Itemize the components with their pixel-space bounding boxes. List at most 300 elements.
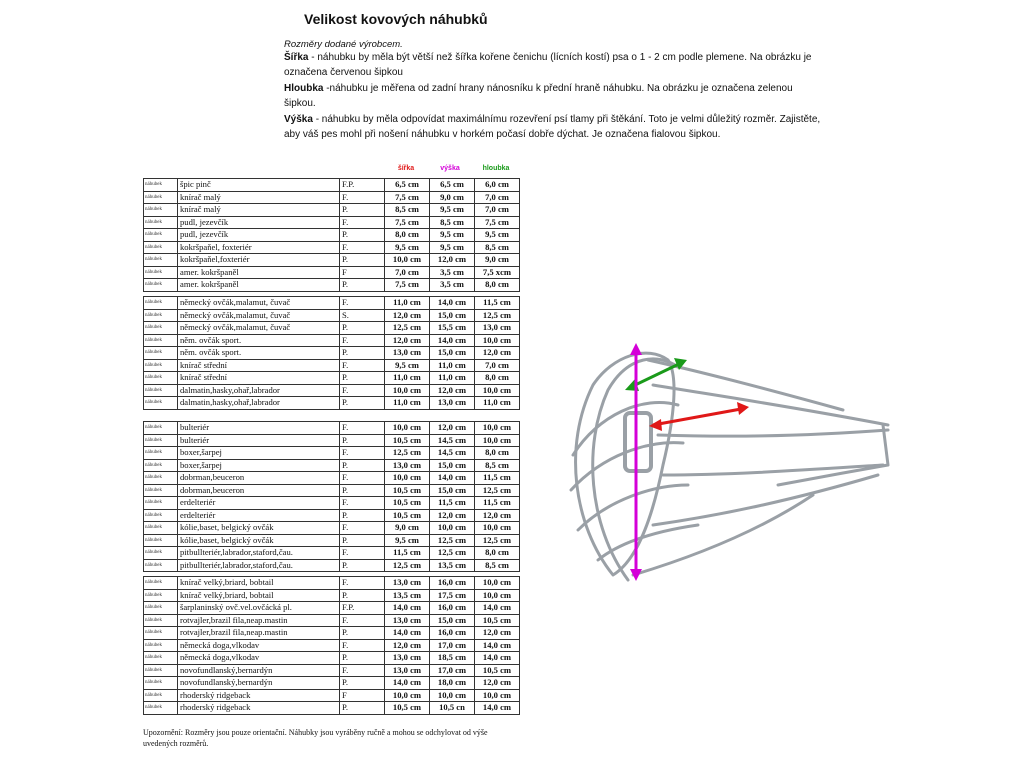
table-row: [144, 241, 520, 254]
table-row: [144, 509, 520, 522]
variant-cell: F.: [340, 447, 385, 460]
item-type-cell: náhubek: [144, 639, 178, 652]
hloubka-cell: 11,5 cm: [475, 497, 520, 510]
breed-cell: kokršpaňel,foxteriér: [178, 254, 340, 267]
breed-cell: knírač velký,briard, bobtail: [178, 577, 340, 590]
item-type-cell: náhubek: [144, 497, 178, 510]
sirka-cell: 12,5 cm: [385, 322, 430, 335]
sirka-cell: 10,0 cm: [385, 384, 430, 397]
sirka-cell: 13,0 cm: [385, 652, 430, 665]
variant-cell: P.: [340, 559, 385, 572]
sirka-cell: 13,0 cm: [385, 577, 430, 590]
sirka-cell: 8,5 cm: [385, 204, 430, 217]
hloubka-cell: 12,0 cm: [475, 347, 520, 360]
sirka-cell: 13,0 cm: [385, 614, 430, 627]
variant-cell: F.: [340, 422, 385, 435]
variant-cell: F.: [340, 472, 385, 485]
hloubka-cell: 7,5 xcm: [475, 266, 520, 279]
vyska-cell: 18,0 cm: [430, 677, 475, 690]
breed-cell: německý ovčák,malamut, čuvač: [178, 322, 340, 335]
item-type-cell: náhubek: [144, 677, 178, 690]
hloubka-cell: 8,5 cm: [475, 459, 520, 472]
hloubka-cell: 10,0 cm: [475, 422, 520, 435]
vyska-cell: 15,0 cm: [430, 614, 475, 627]
item-type-cell: náhubek: [144, 547, 178, 560]
item-type-cell: náhubek: [144, 279, 178, 292]
size-table-group-2: [143, 296, 520, 410]
hloubka-cell: 6,0 cm: [475, 179, 520, 192]
vyska-cell: 12,5 cm: [430, 534, 475, 547]
table-row: [144, 472, 520, 485]
table-row: [144, 459, 520, 472]
item-type-cell: náhubek: [144, 472, 178, 485]
vyska-cell: 13,5 cm: [430, 559, 475, 572]
item-type-cell: náhubek: [144, 422, 178, 435]
hloubka-cell: 11,0 cm: [475, 397, 520, 410]
breed-cell: knírač velký,briard, bobtail: [178, 589, 340, 602]
hloubka-cell: 8,0 cm: [475, 447, 520, 460]
breed-cell: boxer,šarpej: [178, 447, 340, 460]
vyska-cell: 15,0 cm: [430, 459, 475, 472]
breed-cell: něm. ovčák sport.: [178, 347, 340, 360]
variant-cell: F.: [340, 216, 385, 229]
vyska-cell: 16,0 cm: [430, 602, 475, 615]
table-row: [144, 434, 520, 447]
table-row: [144, 497, 520, 510]
table-row: [144, 322, 520, 335]
sirka-cell: 8,0 cm: [385, 229, 430, 242]
variant-cell: P.: [340, 652, 385, 665]
hloubka-cell: 12,0 cm: [475, 677, 520, 690]
header-sirka: šířka: [397, 165, 415, 172]
variant-cell: F.: [340, 241, 385, 254]
vyska-cell: 12,0 cm: [430, 384, 475, 397]
vyska-cell: 9,0 cm: [430, 191, 475, 204]
sirka-cell: 10,0 cm: [385, 472, 430, 485]
table-row: [144, 484, 520, 497]
sirka-cell: 9,5 cm: [385, 534, 430, 547]
hloubka-cell: 10,0 cm: [475, 689, 520, 702]
variant-cell: P.: [340, 702, 385, 715]
item-type-cell: náhubek: [144, 447, 178, 460]
vyska-cell: 3,5 cm: [430, 279, 475, 292]
table-row: [144, 689, 520, 702]
vyska-cell: 9,5 cm: [430, 204, 475, 217]
sirka-cell: 7,5 cm: [385, 279, 430, 292]
item-type-cell: náhubek: [144, 179, 178, 192]
vyska-cell: 14,0 cm: [430, 472, 475, 485]
vyska-cell: 12,5 cm: [430, 547, 475, 560]
muzzle-illustration: [553, 325, 895, 600]
table-row: [144, 639, 520, 652]
item-type-cell: náhubek: [144, 434, 178, 447]
variant-cell: P.: [340, 589, 385, 602]
breed-cell: knírač malý: [178, 191, 340, 204]
breed-cell: šarplaninský ovč.vel.ovčácká pl.: [178, 602, 340, 615]
vyska-cell: 13,0 cm: [430, 397, 475, 410]
item-type-cell: náhubek: [144, 347, 178, 360]
breed-cell: rhoderský ridgeback: [178, 702, 340, 715]
vyska-paragraph: [284, 112, 824, 143]
breed-cell: pudl, jezevčík: [178, 229, 340, 242]
breed-cell: dalmatin,hasky,ohař,labrador: [178, 384, 340, 397]
table-row: [144, 191, 520, 204]
sirka-cell: 14,0 cm: [385, 602, 430, 615]
table-row: [144, 614, 520, 627]
size-table-group-4: [143, 576, 520, 715]
table-row: [144, 204, 520, 217]
item-type-cell: náhubek: [144, 702, 178, 715]
table-row: [144, 664, 520, 677]
vyska-cell: 15,0 cm: [430, 484, 475, 497]
variant-cell: F.: [340, 359, 385, 372]
sirka-cell: 13,0 cm: [385, 664, 430, 677]
item-type-cell: náhubek: [144, 652, 178, 665]
variant-cell: P.: [340, 534, 385, 547]
variant-cell: F: [340, 689, 385, 702]
intro-text: [284, 39, 824, 142]
sirka-cell: 10,5 cm: [385, 434, 430, 447]
hloubka-cell: 14,0 cm: [475, 702, 520, 715]
vyska-cell: 3,5 cm: [430, 266, 475, 279]
table-row: [144, 254, 520, 267]
vyska-cell: 8,5 cm: [430, 216, 475, 229]
sirka-cell: 12,5 cm: [385, 447, 430, 460]
vyska-cell: 17,5 cm: [430, 589, 475, 602]
sirka-cell: 12,0 cm: [385, 309, 430, 322]
item-type-cell: náhubek: [144, 297, 178, 310]
hloubka-cell: 12,5 cm: [475, 484, 520, 497]
item-type-cell: náhubek: [144, 559, 178, 572]
table-row: [144, 559, 520, 572]
vyska-cell: 15,5 cm: [430, 322, 475, 335]
hloubka-cell: 8,5 cm: [475, 241, 520, 254]
hloubka-cell: 10,0 cm: [475, 577, 520, 590]
variant-cell: F.: [340, 614, 385, 627]
sirka-cell: 11,0 cm: [385, 297, 430, 310]
hloubka-cell: 10,0 cm: [475, 522, 520, 535]
sirka-cell: 13,0 cm: [385, 347, 430, 360]
table-row: [144, 602, 520, 615]
breed-cell: kokršpaňel, foxteriér: [178, 241, 340, 254]
item-type-cell: náhubek: [144, 509, 178, 522]
item-type-cell: náhubek: [144, 484, 178, 497]
vyska-cell: 12,0 cm: [430, 509, 475, 522]
table-row: [144, 266, 520, 279]
vyska-cell: 11,0 cm: [430, 359, 475, 372]
vyska-cell: 17,0 cm: [430, 639, 475, 652]
table-row: [144, 279, 520, 292]
breed-cell: bulteriér: [178, 422, 340, 435]
hloubka-cell: 14,0 cm: [475, 652, 520, 665]
vyska-cell: 15,0 cm: [430, 309, 475, 322]
variant-cell: P.: [340, 484, 385, 497]
vyska-term: Výška: [284, 113, 313, 125]
hloubka-cell: 10,0 cm: [475, 589, 520, 602]
breed-cell: boxer,šarpej: [178, 459, 340, 472]
hloubka-cell: 10,5 cm: [475, 614, 520, 627]
variant-cell: F.: [340, 384, 385, 397]
breed-cell: kólie,baset, belgický ovčák: [178, 534, 340, 547]
variant-cell: P.: [340, 509, 385, 522]
vyska-cell: 11,0 cm: [430, 372, 475, 385]
breed-cell: pudl, jezevčík: [178, 216, 340, 229]
breed-cell: německý ovčák,malamut, čuvač: [178, 309, 340, 322]
variant-cell: F.: [340, 497, 385, 510]
header-hloubka: hloubka: [482, 165, 510, 172]
table-row: [144, 334, 520, 347]
sirka-cell: 13,0 cm: [385, 459, 430, 472]
item-type-cell: náhubek: [144, 664, 178, 677]
table-row: [144, 216, 520, 229]
vyska-cell: 16,0 cm: [430, 577, 475, 590]
vyska-cell: 6,5 cm: [430, 179, 475, 192]
sirka-cell: 13,5 cm: [385, 589, 430, 602]
sirka-cell: 11,5 cm: [385, 547, 430, 560]
header-vyska: výška: [440, 165, 460, 172]
table-row: [144, 589, 520, 602]
sirka-term: Šířka: [284, 52, 309, 63]
item-type-cell: náhubek: [144, 359, 178, 372]
sirka-cell: 10,0 cm: [385, 689, 430, 702]
breed-cell: knírač střední: [178, 359, 340, 372]
breed-cell: dobrman,beuceron: [178, 484, 340, 497]
hloubka-cell: 11,5 cm: [475, 472, 520, 485]
hloubka-cell: 12,0 cm: [475, 627, 520, 640]
table-row: [144, 309, 520, 322]
hloubka-cell: 10,0 cm: [475, 384, 520, 397]
item-type-cell: náhubek: [144, 577, 178, 590]
hloubka-cell: 13,0 cm: [475, 322, 520, 335]
variant-cell: P.: [340, 372, 385, 385]
item-type-cell: náhubek: [144, 216, 178, 229]
vyska-cell: 18,5 cm: [430, 652, 475, 665]
vyska-cell: 10,0 cm: [430, 522, 475, 535]
breed-cell: bulteriér: [178, 434, 340, 447]
item-type-cell: náhubek: [144, 589, 178, 602]
hloubka-cell: 10,5 cm: [475, 664, 520, 677]
table-row: [144, 577, 520, 590]
vyska-cell: 14,5 cm: [430, 447, 475, 460]
vyska-cell: 16,0 cm: [430, 627, 475, 640]
table-row: [144, 384, 520, 397]
item-type-cell: náhubek: [144, 689, 178, 702]
sirka-text: - náhubku by měla být větší než šířka kořene čenichu (lícních kostí) psa o 1 - 2 cm podle plemene. Na obrázku je označena červenou šipkou: [284, 52, 812, 79]
item-type-cell: náhubek: [144, 241, 178, 254]
sirka-cell: 6,5 cm: [385, 179, 430, 192]
table-row: [144, 652, 520, 665]
disclaimer-note: Upozornění: Rozměry jsou pouze orientační. Náhubky jsou vyráběny ručně a mohou se odchylovat od výše uvedených rozměrů.: [143, 728, 488, 748]
vyska-cell: 9,5 cm: [430, 229, 475, 242]
vyska-cell: 9,5 cm: [430, 241, 475, 254]
sirka-cell: 10,5 cm: [385, 497, 430, 510]
vyska-arrow: [630, 343, 642, 581]
page-title: Velikost kovových náhubků: [304, 11, 488, 27]
item-type-cell: náhubek: [144, 384, 178, 397]
table-row: [144, 627, 520, 640]
breed-cell: novofundlanský,bernardýn: [178, 664, 340, 677]
vyska-cell: 12,0 cm: [430, 254, 475, 267]
breed-cell: něm. ovčák sport.: [178, 334, 340, 347]
breed-cell: amer. kokršpaněl: [178, 279, 340, 292]
hloubka-cell: 11,5 cm: [475, 297, 520, 310]
table-row: [144, 372, 520, 385]
item-type-cell: náhubek: [144, 229, 178, 242]
vyska-cell: 12,0 cm: [430, 422, 475, 435]
breed-cell: německá doga,vlkodav: [178, 652, 340, 665]
breed-cell: erdelteriér: [178, 509, 340, 522]
breed-cell: rhoderský ridgeback: [178, 689, 340, 702]
table-row: [144, 359, 520, 372]
hloubka-cell: 10,0 cm: [475, 334, 520, 347]
hloubka-cell: 7,0 cm: [475, 191, 520, 204]
breed-cell: dalmatin,hasky,ohař,labrador: [178, 397, 340, 410]
hloubka-cell: 10,0 cm: [475, 434, 520, 447]
item-type-cell: náhubek: [144, 522, 178, 535]
variant-cell: F.: [340, 334, 385, 347]
variant-cell: F.P.: [340, 602, 385, 615]
sirka-cell: 12,0 cm: [385, 639, 430, 652]
variant-cell: F: [340, 266, 385, 279]
item-type-cell: náhubek: [144, 204, 178, 217]
item-type-cell: náhubek: [144, 322, 178, 335]
variant-cell: F.: [340, 664, 385, 677]
sirka-cell: 10,5 cm: [385, 509, 430, 522]
sirka-cell: 11,0 cm: [385, 397, 430, 410]
breed-cell: rotvajler,brazil fila,neap.mastin: [178, 614, 340, 627]
breed-cell: německý ovčák,malamut, čuvač: [178, 297, 340, 310]
vyska-cell: 11,5 cm: [430, 497, 475, 510]
variant-cell: P.: [340, 397, 385, 410]
breed-cell: rotvajler,brazil fila,neap.mastin: [178, 627, 340, 640]
variant-cell: F.P.: [340, 179, 385, 192]
sirka-cell: 12,5 cm: [385, 559, 430, 572]
variant-cell: S.: [340, 309, 385, 322]
item-type-cell: náhubek: [144, 614, 178, 627]
sirka-cell: 9,5 cm: [385, 359, 430, 372]
hloubka-cell: 7,0 cm: [475, 359, 520, 372]
hloubka-cell: 9,5 cm: [475, 229, 520, 242]
vyska-cell: 15,0 cm: [430, 347, 475, 360]
breed-cell: amer. kokršpaněl: [178, 266, 340, 279]
size-table-group-1: [143, 178, 520, 292]
breed-cell: novofundlanský,bernardýn: [178, 677, 340, 690]
sirka-arrow: [649, 402, 749, 431]
hloubka-paragraph: [284, 81, 824, 112]
table-row: [144, 547, 520, 560]
variant-cell: P.: [340, 459, 385, 472]
sirka-cell: 9,0 cm: [385, 522, 430, 535]
hloubka-cell: 8,5 cm: [475, 559, 520, 572]
muzzle-wire-frame: [571, 353, 888, 580]
breed-cell: knírač malý: [178, 204, 340, 217]
sirka-cell: 7,5 cm: [385, 191, 430, 204]
item-type-cell: náhubek: [144, 534, 178, 547]
table-row: [144, 422, 520, 435]
variant-cell: P.: [340, 677, 385, 690]
sirka-cell: 10,5 cm: [385, 484, 430, 497]
vyska-cell: 17,0 cm: [430, 664, 475, 677]
breed-cell: dobrman,beuceron: [178, 472, 340, 485]
hloubka-cell: 12,0 cm: [475, 509, 520, 522]
table-row: [144, 534, 520, 547]
table-row: [144, 522, 520, 535]
hloubka-cell: 14,0 cm: [475, 602, 520, 615]
table-row: [144, 447, 520, 460]
variant-cell: P.: [340, 229, 385, 242]
breed-cell: knírač střední: [178, 372, 340, 385]
hloubka-text: -náhubku je měřena od zadní hrany nánosníku k přední hraně náhubku. Na obrázku je označena zelenou šipkou.: [284, 82, 793, 110]
item-type-cell: náhubek: [144, 266, 178, 279]
table-row: [144, 677, 520, 690]
vyska-cell: 14,0 cm: [430, 297, 475, 310]
item-type-cell: náhubek: [144, 309, 178, 322]
item-type-cell: náhubek: [144, 334, 178, 347]
table-row: [144, 179, 520, 192]
breed-cell: erdelteriér: [178, 497, 340, 510]
sirka-cell: 14,0 cm: [385, 677, 430, 690]
variant-cell: F.: [340, 191, 385, 204]
variant-cell: P.: [340, 434, 385, 447]
variant-cell: F.: [340, 577, 385, 590]
breed-cell: pitbullteriér,labrador,staford,čau.: [178, 547, 340, 560]
hloubka-cell: 12,5 cm: [475, 309, 520, 322]
vyska-cell: 10,0 cm: [430, 689, 475, 702]
table-row: [144, 229, 520, 242]
variant-cell: P.: [340, 347, 385, 360]
intro-subtitle: Rozměry dodané výrobcem.: [284, 39, 403, 50]
size-table-group-3: [143, 421, 520, 572]
variant-cell: P.: [340, 204, 385, 217]
item-type-cell: náhubek: [144, 372, 178, 385]
table-row: [144, 297, 520, 310]
item-type-cell: náhubek: [144, 602, 178, 615]
breed-cell: pitbullteriér,labrador,staford,čau.: [178, 559, 340, 572]
item-type-cell: náhubek: [144, 254, 178, 267]
sirka-cell: 14,0 cm: [385, 627, 430, 640]
sirka-cell: 7,0 cm: [385, 266, 430, 279]
hloubka-cell: 14,0 cm: [475, 639, 520, 652]
hloubka-cell: 7,5 cm: [475, 216, 520, 229]
sirka-cell: 11,0 cm: [385, 372, 430, 385]
table-row: [144, 397, 520, 410]
vyska-cell: 14,0 cm: [430, 334, 475, 347]
hloubka-cell: 9,0 cm: [475, 254, 520, 267]
item-type-cell: náhubek: [144, 459, 178, 472]
breed-cell: kólie,baset, belgický ovčák: [178, 522, 340, 535]
sirka-cell: 10,5 cm: [385, 702, 430, 715]
vyska-text: - náhubku by měla odpovídat maximálnímu rozevření psí tlamy při štěkání. Toto je velmi důležitý rozměr. Zajistěte, aby váš pes mohl při nošení náhubku v horkém počasí dobře dýchat. Je označena fialovou šipkou.: [284, 113, 821, 141]
vyska-cell: 14,5 cm: [430, 434, 475, 447]
variant-cell: F.: [340, 639, 385, 652]
hloubka-cell: 12,5 cm: [475, 534, 520, 547]
hloubka-cell: 8,0 cm: [475, 547, 520, 560]
variant-cell: P.: [340, 322, 385, 335]
variant-cell: P.: [340, 254, 385, 267]
variant-cell: P.: [340, 627, 385, 640]
sirka-cell: 7,5 cm: [385, 216, 430, 229]
hloubka-cell: 8,0 cm: [475, 279, 520, 292]
variant-cell: F.: [340, 297, 385, 310]
table-row: [144, 347, 520, 360]
sirka-cell: 10,0 cm: [385, 254, 430, 267]
sirka-cell: 9,5 cm: [385, 241, 430, 254]
item-type-cell: náhubek: [144, 627, 178, 640]
variant-cell: P.: [340, 279, 385, 292]
sirka-cell: 12,0 cm: [385, 334, 430, 347]
table-row: [144, 702, 520, 715]
variant-cell: F.: [340, 522, 385, 535]
